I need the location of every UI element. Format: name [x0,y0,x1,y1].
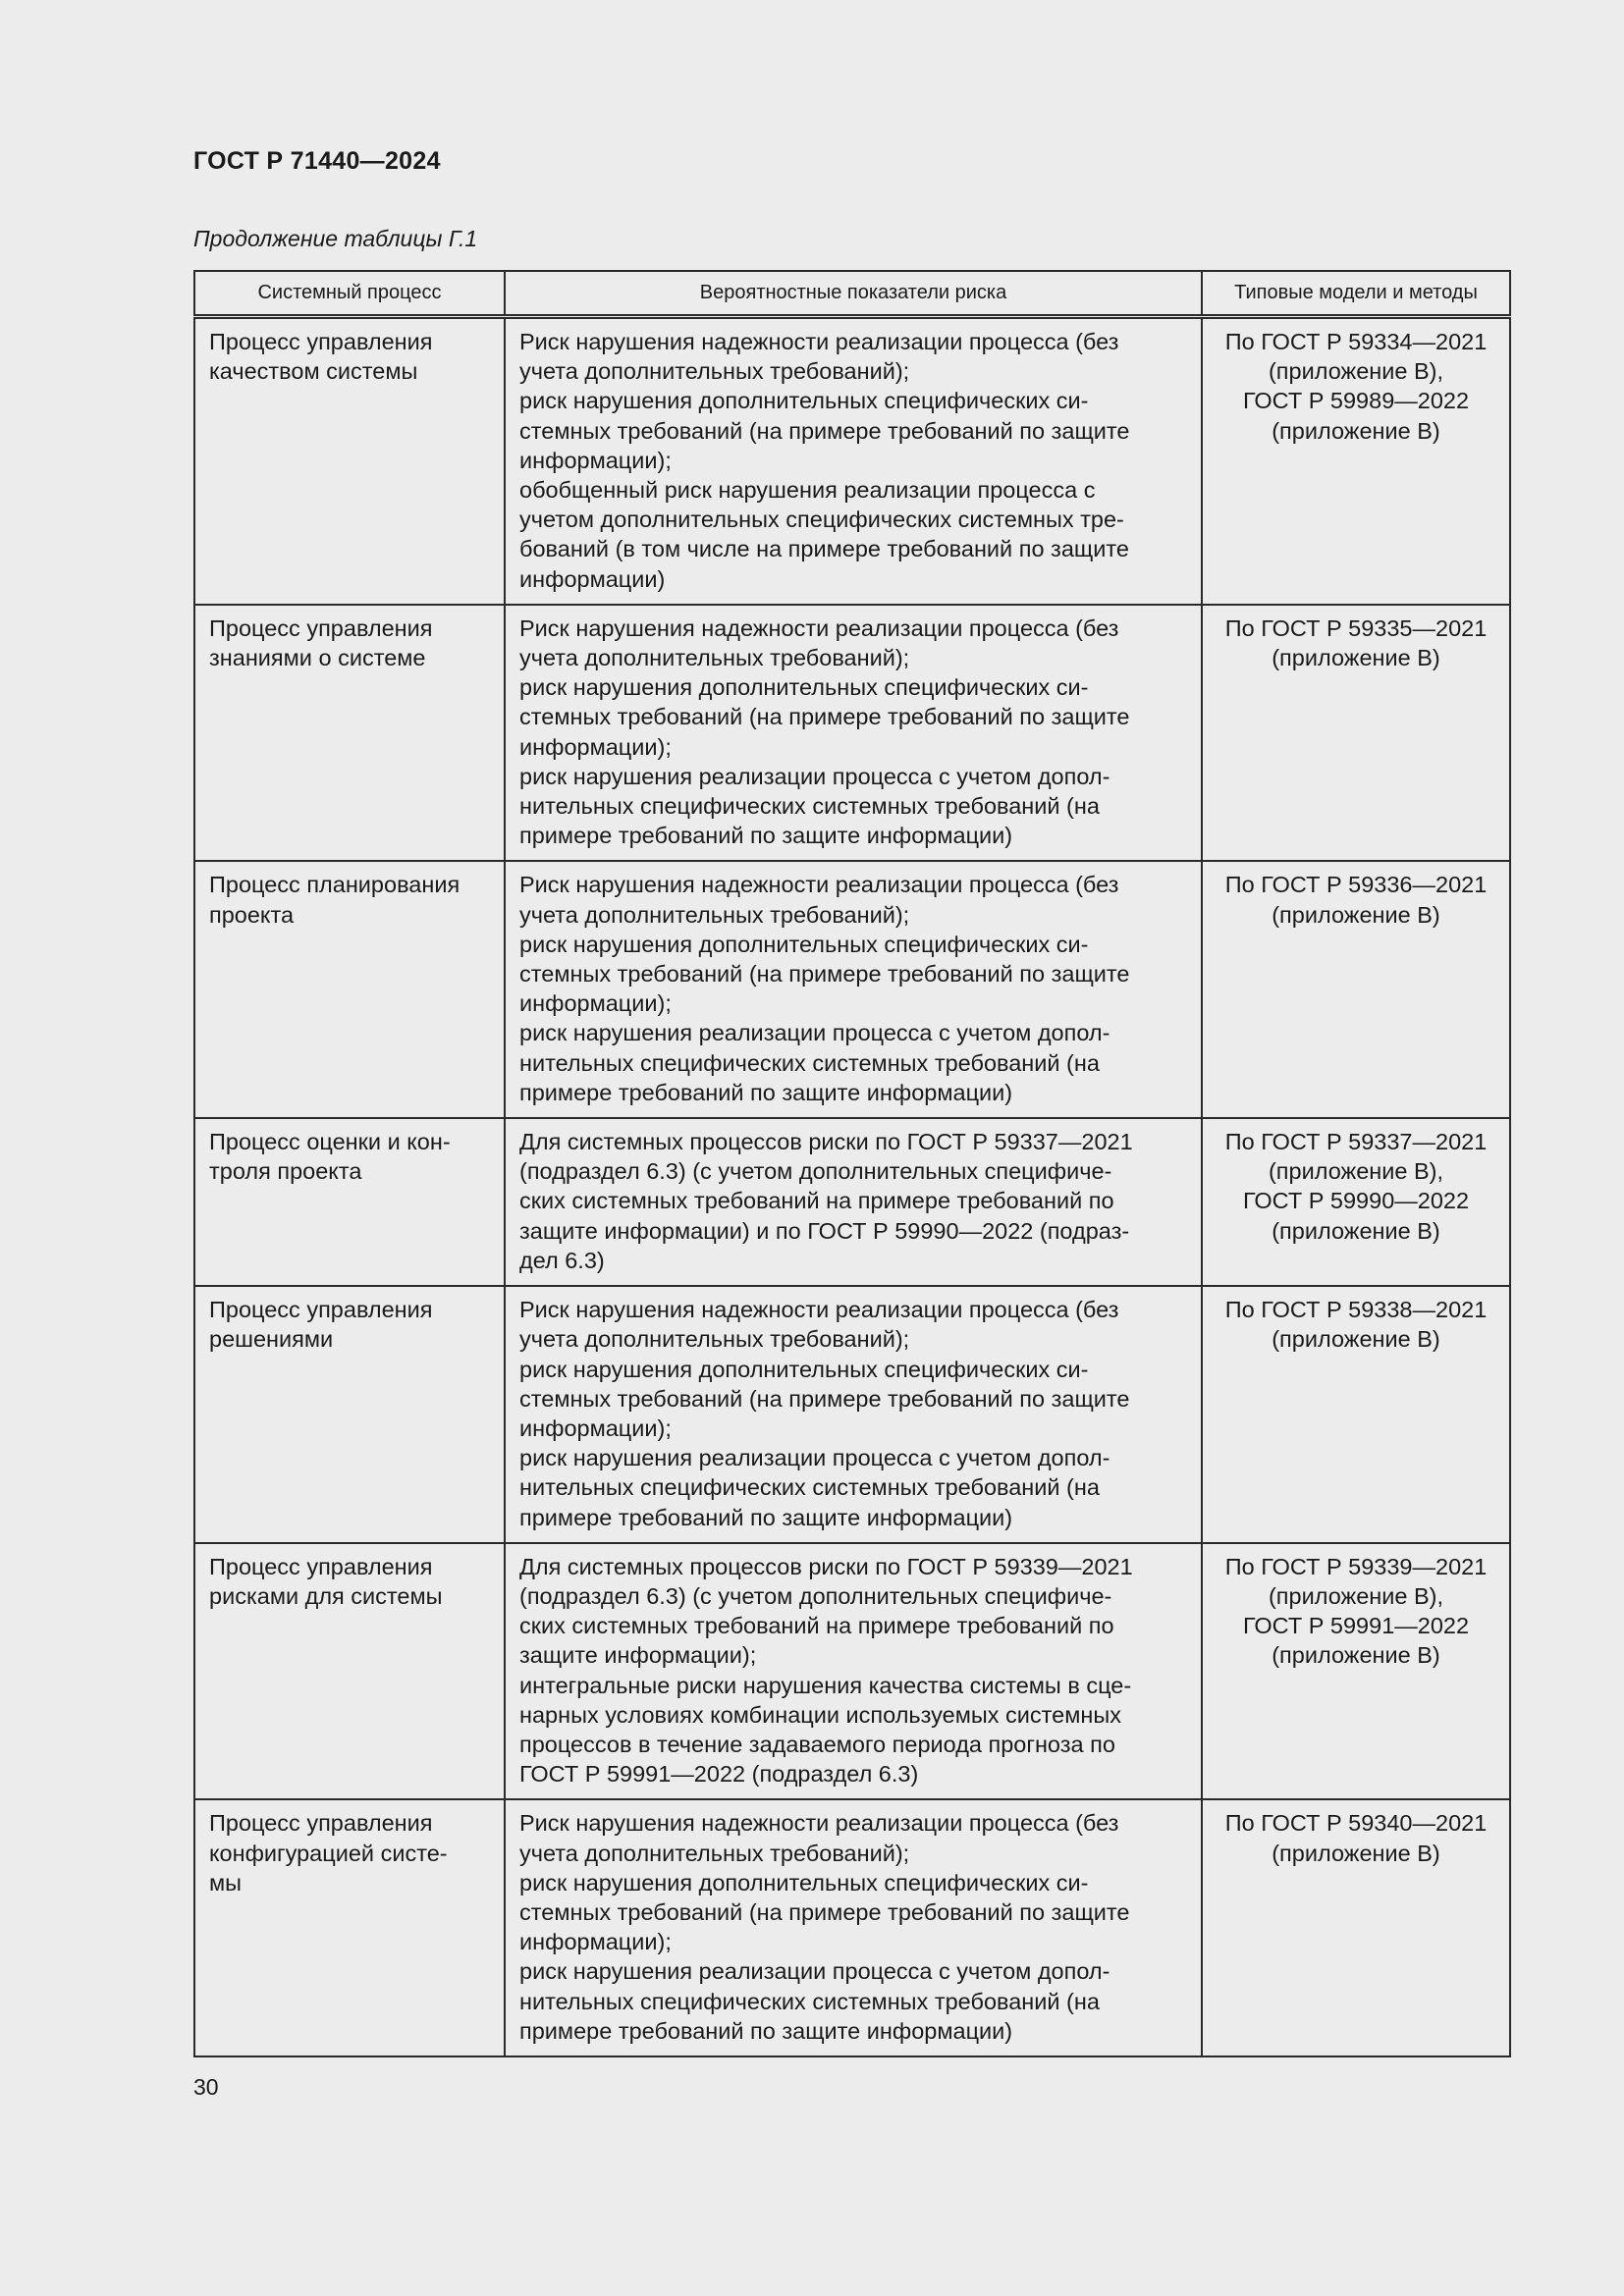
models-methods-cell [1202,861,1510,1118]
process-cell [194,1118,505,1286]
models-methods-cell [1202,1286,1510,1543]
cell-text-line: учета дополнительных требований); [519,1326,910,1353]
cell-text-line: ских системных требований на примере требований по [519,1188,1114,1214]
cell-text-line: нарных условиях комбинации используемых системных [519,1701,1122,1728]
cell-text-line: защите информации); [519,1642,757,1669]
cell-text-line: качеством системы [209,358,418,385]
cell-text-line: Процесс управления [209,1810,433,1837]
cell-text-line: (приложение В), [1268,358,1444,385]
cell-text-line: По ГОСТ Р 59337—2021 [1224,1129,1488,1155]
cell-text-line: риск нарушения дополнительных специфических си- [519,1356,1089,1382]
risk-indicators-cell [505,1799,1202,2056]
cell-text-line: процессов в течение задаваемого периода прогноза по [519,1731,1115,1757]
risk-indicators-cell [505,317,1202,605]
cell-text-line: (приложение В) [1272,1840,1440,1866]
cell-text-line: (приложение В) [1272,417,1440,444]
process-cell [194,317,505,605]
cell-text-line: риск нарушения реализации процесса с учетом допол- [519,763,1110,789]
cell-text-line: риск нарушения дополнительных специфических си- [519,931,1089,957]
cell-text-line: (приложение В), [1268,1582,1444,1609]
cell-text-line: Процесс управления [209,1553,433,1579]
cell-text-line: Процесс планирования [209,872,460,898]
cell-text-line: ГОСТ Р 59991—2022 [1242,1613,1470,1639]
cell-text-line: учета дополнительных требований); [519,1840,910,1866]
cell-text-line: информации) [519,565,666,592]
cell-text-line: учета дополнительных требований); [519,358,910,385]
models-methods-cell [1202,317,1510,605]
cell-text-line: Процесс управления [209,329,433,354]
cell-text-line: риск нарушения реализации процесса с учетом допол- [519,1445,1110,1471]
cell-text-line: ГОСТ Р 59991—2022 (подраздел 6.3) [519,1761,919,1788]
cell-text-line: нительных специфических системных требований (на [519,1049,1100,1076]
risk-indicators-cell [505,1543,1202,1800]
cell-text-line: По ГОСТ Р 59338—2021 [1224,1297,1488,1323]
cell-text-line: стемных требований (на примере требований по защите [519,1898,1130,1925]
table-row [194,861,1510,1118]
cell-text-line: Процесс управления [209,1297,433,1323]
cell-text-line: учетом дополнительных специфических системных тре- [519,507,1124,533]
cell-text-line: защите информации) и по ГОСТ Р 59990—2022 (подраз- [519,1217,1130,1244]
column-header-models-methods: Типовые модели и методы [1202,271,1510,317]
process-cell [194,1799,505,2056]
cell-text-line: обобщенный риск нарушения реализации процесса с [519,477,1096,504]
cell-text-line: стемных требований (на примере требований по защите [519,704,1130,730]
cell-text-line: Риск нарушения надежности реализации процесса (без [519,1810,1119,1837]
page-number: 30 [193,2074,219,2100]
cell-text-line: Риск нарушения надежности реализации процесса (без [519,614,1119,641]
cell-text-line: учета дополнительных требований); [519,901,910,928]
cell-text-line: примере требований по защите информации) [519,1079,1013,1105]
cell-text-line: интегральные риски нарушения качества системы в сце- [519,1672,1132,1698]
models-methods-cell [1202,605,1510,862]
table-row [194,1799,1510,2056]
process-cell [194,605,505,862]
cell-text-line: По ГОСТ Р 59340—2021 [1224,1810,1488,1837]
cell-text-line: Риск нарушения надежности реализации процесса (без [519,329,1119,354]
cell-text-line: информации); [519,447,672,473]
risk-indicators-cell [505,1118,1202,1286]
cell-text-line: ГОСТ Р 59990—2022 [1242,1188,1470,1214]
cell-text-line: (подраздел 6.3) (с учетом дополнительных специфиче- [519,1158,1112,1185]
cell-text-line: риск нарушения реализации процесса с учетом допол- [519,1958,1110,1985]
cell-text-line: учета дополнительных требований); [519,645,910,671]
cell-text-line: (приложение В) [1272,901,1440,928]
cell-text-line: нительных специфических системных требований (на [519,793,1100,820]
risk-indicators-cell [505,1286,1202,1543]
table-row [194,605,1510,862]
risk-indicators-cell [505,605,1202,862]
cell-text-line: ГОСТ Р 59989—2022 [1242,388,1470,414]
cell-text-line: Процесс управления [209,614,433,641]
process-cell [194,861,505,1118]
models-methods-cell [1202,1799,1510,2056]
cell-text-line: мы [209,1869,243,1896]
document-header: ГОСТ Р 71440—2024 [193,147,441,175]
cell-text-line: примере требований по защите информации) [519,823,1013,849]
cell-text-line: Риск нарушения надежности реализации процесса (без [519,872,1119,898]
cell-text-line: (приложение В), [1268,1158,1444,1185]
cell-text-line: проекта [209,901,295,928]
cell-text-line: (приложение В) [1272,1326,1440,1353]
cell-text-line: дел 6.3) [519,1247,605,1273]
process-cell [194,1543,505,1800]
table-caption: Продолжение таблицы Г.1 [193,226,478,251]
cell-text-line: Для системных процессов риски по ГОСТ Р 59339—2021 [519,1553,1133,1579]
table-row [194,1543,1510,1800]
table-row [194,1286,1510,1543]
cell-text-line: (приложение В) [1272,1217,1440,1244]
table-body [194,317,1510,2056]
cell-text-line: риск нарушения реализации процесса с учетом допол- [519,1020,1110,1046]
risk-indicators-cell [505,861,1202,1118]
cell-text-line: По ГОСТ Р 59336—2021 [1224,872,1488,898]
cell-text-line: примере требований по защите информации) [519,2017,1013,2044]
cell-text-line: Процесс оценки и кон- [209,1129,451,1155]
cell-text-line: риск нарушения дополнительных специфических си- [519,1869,1089,1896]
table-header-row [194,271,1510,317]
cell-text-line: бований (в том числе на примере требований по защите [519,536,1129,562]
cell-text-line: стемных требований (на примере требований по защите [519,417,1130,444]
cell-text-line: нительных специфических системных требований (на [519,1474,1100,1501]
cell-text-line: По ГОСТ Р 59334—2021 [1224,329,1488,354]
cell-text-line: рисками для системы [209,1582,443,1609]
cell-text-line: (приложение В) [1272,645,1440,671]
cell-text-line: информации); [519,733,672,760]
cell-text-line: нительных специфических системных требований (на [519,1988,1100,2014]
models-methods-cell [1202,1118,1510,1286]
cell-text-line: троля проекта [209,1158,362,1185]
cell-text-line: По ГОСТ Р 59335—2021 [1224,614,1488,641]
cell-text-line: решениями [209,1326,334,1353]
cell-text-line: (приложение В) [1272,1642,1440,1669]
cell-text-line: информации); [519,990,672,1017]
column-header-risk-indicators: Вероятностные показатели риска [505,271,1202,317]
cell-text-line: ских системных требований на примере требований по [519,1613,1114,1639]
cell-text-line: стемных требований (на примере требований по защите [519,961,1130,988]
models-methods-cell [1202,1543,1510,1800]
cell-text-line: Риск нарушения надежности реализации процесса (без [519,1297,1119,1323]
cell-text-line: информации); [519,1929,672,1955]
cell-text-line: риск нарушения дополнительных специфических си- [519,388,1089,414]
table-row [194,317,1510,605]
risk-table [193,270,1511,2057]
cell-text-line: риск нарушения дополнительных специфических си- [519,674,1089,701]
cell-text-line: (подраздел 6.3) (с учетом дополнительных специфиче- [519,1582,1112,1609]
cell-text-line: конфигурацией систе- [209,1840,448,1866]
cell-text-line: По ГОСТ Р 59339—2021 [1224,1553,1488,1579]
cell-text-line: примере требований по защите информации) [519,1504,1013,1530]
column-header-process: Системный процесс [194,271,505,317]
table-row [194,1118,1510,1286]
cell-text-line: Для системных процессов риски по ГОСТ Р 59337—2021 [519,1129,1133,1155]
process-cell [194,1286,505,1543]
cell-text-line: стемных требований (на примере требований по защите [519,1385,1130,1412]
cell-text-line: знаниями о системе [209,645,426,671]
cell-text-line: информации); [519,1415,672,1441]
